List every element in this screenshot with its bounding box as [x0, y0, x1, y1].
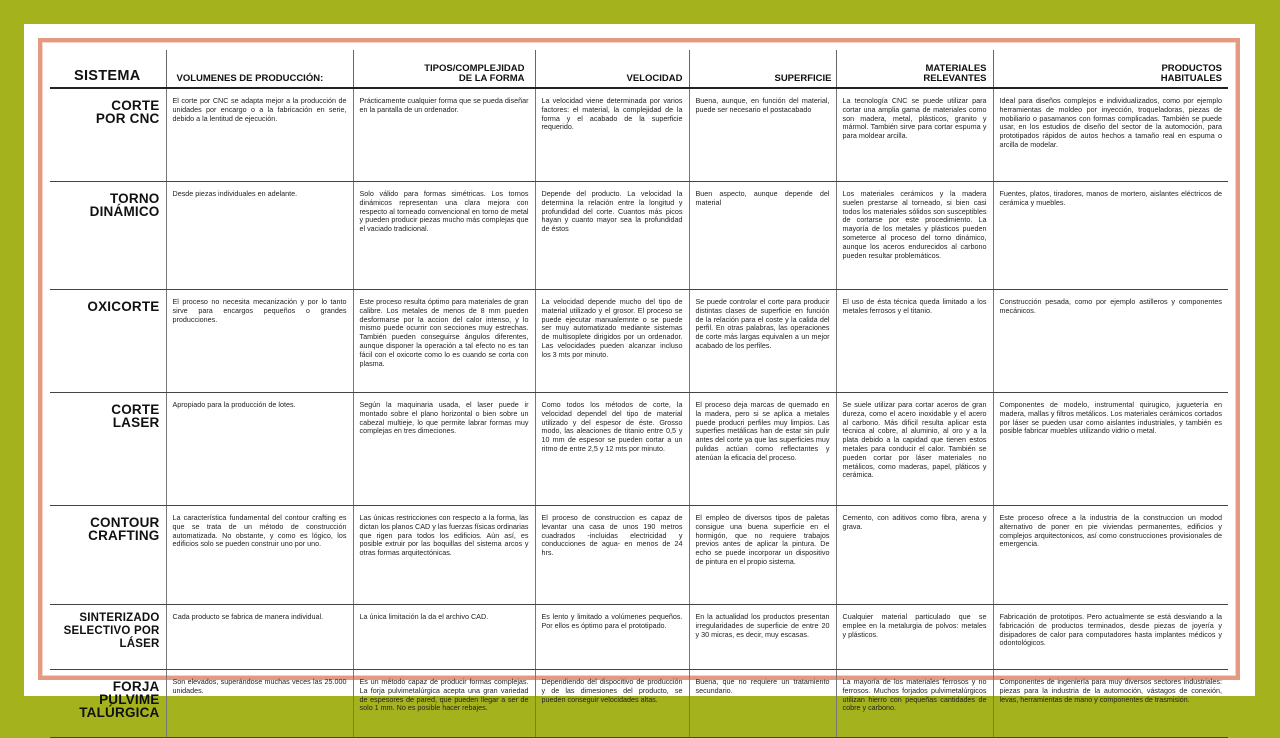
system-name: FORJA PULVIME TALÚRGICA	[50, 670, 166, 738]
cell-tipos: Las únicas restricciones con respecto a la forma, las dictan los planos CAD y las fuerzas físicas ordinarias que rigen para todos los edificios. Aún así, es posible extruir por las boquillas del sistema arcos y otras formas arquitectónicas.	[353, 506, 535, 605]
cell-volumenes: El corte por CNC se adapta mejor a la producción de unidades por encargo o a la fabricación en serie, debido a la lentitud de ejecución.	[166, 88, 353, 182]
cell-materiales: Cualquier material particulado que se emplee en la metalurgia de polvos: metales y plásticos.	[836, 605, 993, 670]
cell-materiales: La mayoría de los materiales ferrosos y no ferrosos. Muchos forjados pulvimetalúrgicos utilizan hierro con pequeñas cantidades de cobre y carbono.	[836, 670, 993, 738]
cell-tipos: Solo válido para formas simétricas. Los tornos dinámicos representan una clara mejora con respecto al torneado convencional en torno de metal y pueden producir piezas mucho más complejas que el vaciado tradicional.	[353, 182, 535, 290]
cell-tipos: Es un método capaz de producir formas complejas. La forja pulvimetalúrgica acepta una gran variedad de espesores de pared, que pueden llegar a ser de solo 1 mm. No es posible hacer rebajes.	[353, 670, 535, 738]
table-frame	[38, 38, 1240, 720]
cell-volumenes: La característica fundamental del contour crafting es que se trata de un método de construcción automatizada. No obstante, y como es lógico, los edificios solo se pueden construir uno por uno.	[166, 506, 353, 605]
table-container	[50, 50, 1228, 720]
header-velocidad: VELOCIDAD	[535, 50, 689, 88]
cell-volumenes: Desde piezas individuales en adelante.	[166, 182, 353, 290]
table-row	[50, 605, 1228, 670]
table-row	[50, 506, 1228, 605]
header-tipos: TIPOS/COMPLEJIDAD DE LA FORMA	[353, 50, 535, 88]
system-name: TORNO DINÁMICO	[50, 182, 166, 290]
system-name: CORTE POR CNC	[50, 88, 166, 182]
cell-superficie: Buena, aunque, en función del material, puede ser necesario el postacabado	[689, 88, 836, 182]
cell-velocidad: La velocidad depende mucho del tipo de material utilizado y el grosor. El proceso se puede ejecutar manualemnte o se puede ser muy automatizado mediante sistemas de multisoplete dirigidos por un ordenador. Las velocidades pueden alcanzar incluso los 3 mts por minuto.	[535, 290, 689, 393]
cell-materiales: La tecnología CNC se puede utilizar para cortar una amplia gama de materiales como son madera, metal, plásticos, granito y mármol. También sirve para cortar espuma y para moldear arcilla.	[836, 88, 993, 182]
header-row	[50, 50, 1228, 88]
cell-superficie: El empleo de diversos tipos de paletas consigue una buena superficie en el hormigón, que no requiere trabajos previos antes de aplicar la pintura. De echo se puede incorporar un dispositivo de pintura en el propio sistema.	[689, 506, 836, 605]
header-superficie: SUPERFICIE	[689, 50, 836, 88]
cell-tipos: Prácticamente cualquier forma que se pueda diseñar en la pantalla de un ordenador.	[353, 88, 535, 182]
table-row	[50, 670, 1228, 738]
cell-superficie: Se puede controlar el corte para producir distintas clases de superficie en función de la relación para el coste y la calida del perfil. En otras palabras, las operaciones de corte más largas equivalen a un mejor acabado de los perfiles.	[689, 290, 836, 393]
header-productos: PRODUCTOS HABITUALES	[993, 50, 1228, 88]
cell-superficie: En la actualidad los productos presentan irregularidades de superficie de entre 20 y 30 micras, es decir, muy escasas.	[689, 605, 836, 670]
header-volumenes: VOLUMENES DE PRODUCCIÓN:	[166, 50, 353, 88]
header-materiales: MATERIALES RELEVANTES	[836, 50, 993, 88]
cell-materiales: Los materiales cerámicos y la madera suelen prestarse al torneado, si bien casi todos los materiales sólidos son susceptibles de cortarse por este procedimiento. La mayoría de los metales y plásticos pueden someterce al proceso del torno dinámico, aunque los aceros endurecidos al carbono pueden resultar problemáticos.	[836, 182, 993, 290]
header-sistema: SISTEMA	[50, 50, 166, 88]
cell-volumenes: Apropiado para la producción de lotes.	[166, 393, 353, 506]
system-name: OXICORTE	[50, 290, 166, 393]
table-row	[50, 393, 1228, 506]
cell-velocidad: Dependiendo del dispocitivo de producción y de las dimesiones del producto, se pueden conseguir velocidades altas.	[535, 670, 689, 738]
cell-volumenes: Son elevados, superándose muchas veces las 25.000 unidades.	[166, 670, 353, 738]
cell-velocidad: Como todos los métodos de corte, la velocidad dependel del tipo de material utilizado y del espesor de éste. Grosso modo, las aleaciones de titanio entre 0,5 y 10 mm de espesor se pueden cortar a un ritmo de entre 2,5 y 12 mts por minuto.	[535, 393, 689, 506]
cell-volumenes: El proceso no necesita mecanización y por lo tanto sirve para encargos pequeños o grandes producciones.	[166, 290, 353, 393]
system-name: SINTERIZADO SELECTIVO POR LÁSER	[50, 605, 166, 670]
cell-productos: Ideal para diseños complejos e individualizados, como por ejemplo herramientas de moldeo por inyección, troqueladoras, piezas de mobiliario o pasamanos con formas complicadas. También se puede usar, en los estudios de diseño del sector de la automoción, para prototipados rápidos de autos hechos a tamaño real en espuma o arcilla de modelar.	[993, 88, 1228, 182]
cell-velocidad: Es lento y limitado a volúmenes pequeños. Por ellos es óptimo para el prototipado.	[535, 605, 689, 670]
system-name: CONTOUR CRAFTING	[50, 506, 166, 605]
cell-productos: Construcción pesada, como por ejemplo astilleros y componentes mecánicos.	[993, 290, 1228, 393]
cell-superficie: Buena, que no requiere un tratamiento secundario.	[689, 670, 836, 738]
table-row	[50, 88, 1228, 182]
cell-velocidad: La velocidad viene determinada por varios factores: el material, la complejidad de la forma y el acabado de la superficie requerido.	[535, 88, 689, 182]
cell-tipos: Según la maquinaria usada, el laser puede ir montado sobre el plano horizontal o bien sobre un cabezal multieje, lo que permite labrar formas muy complejas en tres dimeciones.	[353, 393, 535, 506]
cell-superficie: Buen aspecto, aunque depende del material	[689, 182, 836, 290]
cell-tipos: Este proceso resulta óptimo para materiales de gran calibre. Los metales de menos de 8 mm pueden desformarse por la accion del calor intenso, y lo mismo puede ocurrir con secciones muy estrechas. También pueden conseguirse ángulos diferentes, aunque disponer la operación a tal efecto no es tan fácil con el oxicorte como lo es cuando se corta con plasma.	[353, 290, 535, 393]
cell-materiales: El uso de ésta técnica queda limitado a los metales ferrosos y el titanio.	[836, 290, 993, 393]
cell-materiales: Se suele utilizar para cortar aceros de gran dureza, como el acero inoxidable y el acero al carbono. Más dificil resulta aplicar esta técnica al cobre, al aluminio, al oro y a la plata debido a la capidad que tienen estos metales para conducir el calor. También se pueden cortar por láser materiales no metálicos, como maderas, papel, pláticos y cerámica.	[836, 393, 993, 506]
cell-productos: Este proceso ofrece a la industria de la construccion un modod alternativo de poner en pie viviendas permanentes, edificios y complejos arquitectonicos, así como construcciones provisionales de emergencia.	[993, 506, 1228, 605]
table-row	[50, 182, 1228, 290]
cell-velocidad: Depende del producto. La velocidad la determina la relación entre la longitud y profundidad del corte. Cuantos más picos hayan y cuanto mayor sea la profundidad de éstos	[535, 182, 689, 290]
cell-tipos: La única limitación la da el archivo CAD.	[353, 605, 535, 670]
cell-productos: Componentes de ingeniería para muy diversos sectores industriales: piezas para la industria de la automoción, vástagos de conexión, levas, herramientas de mano y componentes de trasmisión.	[993, 670, 1228, 738]
cell-productos: Fabricación de prototipos. Pero actualmente se está desviando a la fabricación de productos terminados, desde piezas de joyería y disipadores de calor para computadores hasta implantes médicos y odontológicos.	[993, 605, 1228, 670]
cell-velocidad: El proceso de construccion es capaz de levantar una casa de unos 190 metros cuadrados -incluidas electricidad y conducciones de agua- en menos de 24 hrs.	[535, 506, 689, 605]
cell-productos: Fuentes, platos, tiradores, manos de mortero, aislantes eléctricos de cerámica y muebles.	[993, 182, 1228, 290]
cell-volumenes: Cada producto se fabrica de manera individual.	[166, 605, 353, 670]
cell-materiales: Cemento, con aditivos como fibra, arena y grava.	[836, 506, 993, 605]
cell-superficie: El proceso deja marcas de quemado en la madera, pero si se aplica a metales puede producri perfiles muy limpios. Las superfies metálicas han de estar sin pulir antes del corte ya que las superficies muy pulidas actúan como reflectantes y atenúan la eficacia del proceso.	[689, 393, 836, 506]
cell-productos: Componentes de modelo, instrumental quirugico, juguetería en madera, mallas y filtros metálicos. Los materiales cerámicos cortados por láser se pueden usar como aislantes industriales, y también es posible fabricar muebles utilizando vidrio o metal.	[993, 393, 1228, 506]
table-row	[50, 290, 1228, 393]
comparison-table	[50, 50, 1228, 738]
system-name: CORTE LASER	[50, 393, 166, 506]
